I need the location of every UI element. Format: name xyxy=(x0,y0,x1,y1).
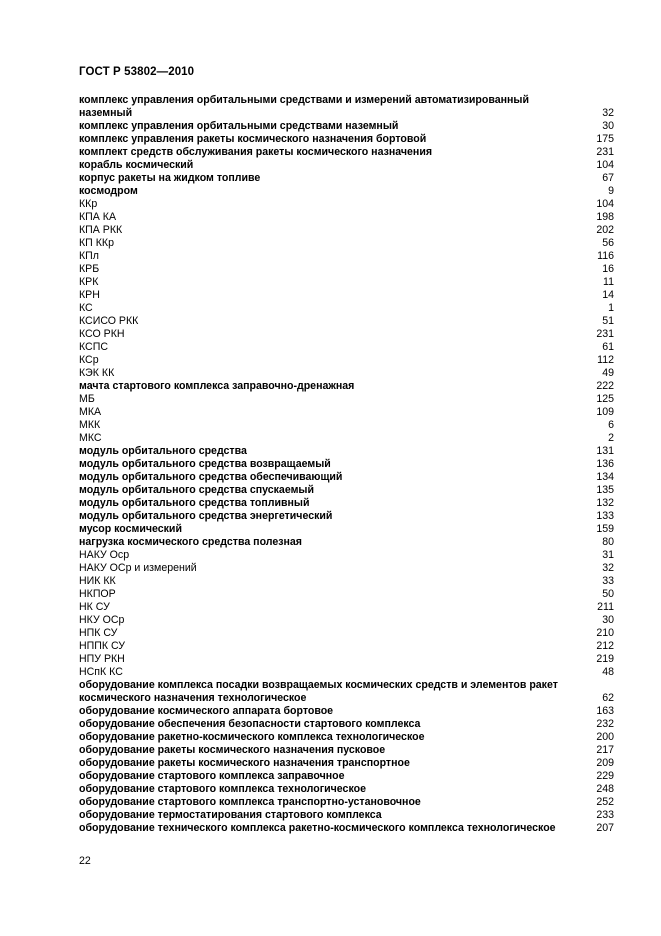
index-term: оборудование ракетно-космического комплекса технологическое xyxy=(79,731,425,743)
index-term: оборудование ракеты космического назначения пусковое xyxy=(79,744,386,756)
index-entry xyxy=(79,185,614,198)
index-page-ref: 62 xyxy=(602,692,614,704)
index-entry xyxy=(79,380,614,393)
index-page-ref: 104 xyxy=(596,159,614,171)
index-term: космодром xyxy=(79,185,138,197)
index-entry xyxy=(79,133,614,146)
index-term: оборудование стартового комплекса технологическое xyxy=(79,783,366,795)
index-term: НППК СУ xyxy=(79,640,126,652)
index-entry xyxy=(79,679,614,705)
index-entry xyxy=(79,601,614,614)
index-page-ref: 229 xyxy=(596,770,614,782)
index-page-ref: 202 xyxy=(596,224,614,236)
index-page-ref: 131 xyxy=(596,445,614,457)
index-entry xyxy=(79,393,614,406)
index-entry xyxy=(79,770,614,783)
index-term: КПА РКК xyxy=(79,224,123,236)
index-term: МКК xyxy=(79,419,101,431)
index-term: КПА КА xyxy=(79,211,117,223)
index-entry xyxy=(79,588,614,601)
index-term: КРБ xyxy=(79,263,100,275)
index-page-ref: 48 xyxy=(602,666,614,678)
index-entry xyxy=(79,159,614,172)
index-entry xyxy=(79,419,614,432)
index-page-ref: 30 xyxy=(602,120,614,132)
index-term: КС xyxy=(79,302,93,314)
index-entry xyxy=(79,640,614,653)
index-page-ref: 212 xyxy=(596,640,614,652)
index-term: НКУ ОСр xyxy=(79,614,125,626)
index-term: модуль орбитального средства спускаемый xyxy=(79,484,314,496)
index-entry xyxy=(79,224,614,237)
index-entry xyxy=(79,250,614,263)
index-entry xyxy=(79,653,614,666)
index-term: КПл xyxy=(79,250,99,262)
index-entry xyxy=(79,458,614,471)
index-page-ref: 112 xyxy=(597,354,614,366)
index-entry xyxy=(79,237,614,250)
index-entry xyxy=(79,315,614,328)
index-term: НПК СУ xyxy=(79,627,118,639)
index-page-ref: 32 xyxy=(602,562,614,574)
index-term: НПУ РКН xyxy=(79,653,125,665)
index-entry xyxy=(79,341,614,354)
index-term: КП ККр xyxy=(79,237,114,249)
index-entry xyxy=(79,757,614,770)
index-entry xyxy=(79,731,614,744)
index-entry xyxy=(79,276,614,289)
index-term: КРН xyxy=(79,289,100,301)
index-page-ref: 132 xyxy=(596,497,614,509)
index-term: НК СУ xyxy=(79,601,110,613)
index-term: комплекс управления ракеты космического назначения бортовой xyxy=(79,133,427,145)
index-term: НКПОР xyxy=(79,588,116,600)
index-term: НАКУ ОСр и измерений xyxy=(79,562,197,574)
index-page-ref: 104 xyxy=(596,198,614,210)
document-header: ГОСТ Р 53802—2010 xyxy=(79,66,195,78)
index-entry xyxy=(79,562,614,575)
index-entry xyxy=(79,367,614,380)
index-term: КСПС xyxy=(79,341,108,353)
index-entry xyxy=(79,354,614,367)
index-term: корпус ракеты на жидком топливе xyxy=(79,172,261,184)
index-page-ref: 233 xyxy=(596,809,614,821)
index-page-ref: 67 xyxy=(602,172,614,184)
index-entry xyxy=(79,471,614,484)
index-page-ref: 222 xyxy=(596,380,614,392)
index-entry xyxy=(79,510,614,523)
index-entry xyxy=(79,120,614,133)
index-page-ref: 175 xyxy=(596,133,614,145)
index-term: оборудование космического аппарата бортовое xyxy=(79,705,334,717)
index-entry xyxy=(79,328,614,341)
index-page-ref: 56 xyxy=(602,237,614,249)
index-page-ref: 32 xyxy=(602,107,614,119)
index-term: мачта стартового комплекса заправочно-дренажная xyxy=(79,380,355,392)
index-page-ref: 116 xyxy=(597,250,614,262)
index-entry xyxy=(79,627,614,640)
index-page-ref: 163 xyxy=(596,705,614,717)
index-entry xyxy=(79,744,614,757)
index-page-ref: 133 xyxy=(596,510,614,522)
index-term: КСр xyxy=(79,354,99,366)
index-entry xyxy=(79,575,614,588)
index-term: КСИСО РКК xyxy=(79,315,139,327)
page-number: 22 xyxy=(79,855,91,867)
index-term: КРК xyxy=(79,276,99,288)
index-term: НСпК КС xyxy=(79,666,123,678)
index-page-ref: 232 xyxy=(596,718,614,730)
index-entry xyxy=(79,809,614,822)
index-term: оборудование технического комплекса ракетно-космического комплекса технологическое xyxy=(79,822,556,834)
index-entry xyxy=(79,302,614,315)
index-page-ref: 198 xyxy=(596,211,614,223)
index-page-ref: 61 xyxy=(602,341,614,353)
index-page-ref: 210 xyxy=(596,627,614,639)
index-entry xyxy=(79,263,614,276)
index-entry xyxy=(79,796,614,809)
index-entry xyxy=(79,705,614,718)
index-entry xyxy=(79,198,614,211)
index-term: комплект средств обслуживания ракеты космического назначения xyxy=(79,146,433,158)
index-term: модуль орбитального средства xyxy=(79,445,247,457)
index-term: оборудование стартового комплекса транспортно-установочное xyxy=(79,796,421,808)
index-page-ref: 200 xyxy=(596,731,614,743)
index-term: модуль орбитального средства энергетический xyxy=(79,510,333,522)
index-term: комплекс управления орбитальными средствами и измерений автоматизированный наземный xyxy=(79,94,529,119)
index-entry xyxy=(79,549,614,562)
index-page-ref: 207 xyxy=(596,822,614,834)
index-term: нагрузка космического средства полезная xyxy=(79,536,302,548)
index-entry xyxy=(79,146,614,159)
index-page-ref: 248 xyxy=(596,783,614,795)
index-entry xyxy=(79,523,614,536)
index-page-ref: 9 xyxy=(608,185,614,197)
index-page-ref: 11 xyxy=(603,276,614,288)
index-page-ref: 14 xyxy=(602,289,614,301)
index-term: МКС xyxy=(79,432,102,444)
index-entry xyxy=(79,783,614,796)
index-page-ref: 219 xyxy=(596,653,614,665)
index-entry xyxy=(79,666,614,679)
index-term: оборудование обеспечения безопасности стартового комплекса xyxy=(79,718,421,730)
index-entry xyxy=(79,406,614,419)
index-term: оборудование термостатирования стартового комплекса xyxy=(79,809,382,821)
index-page-ref: 136 xyxy=(596,458,614,470)
index-term: оборудование стартового комплекса заправочное xyxy=(79,770,345,782)
index-page-ref: 125 xyxy=(596,393,614,405)
index-term: ККр xyxy=(79,198,98,210)
index-entry xyxy=(79,614,614,627)
index-entry xyxy=(79,536,614,549)
index-entry xyxy=(79,211,614,224)
index-page-ref: 49 xyxy=(602,367,614,379)
index-page-ref: 209 xyxy=(596,757,614,769)
index-term: КЭК КК xyxy=(79,367,115,379)
index-page-ref: 2 xyxy=(608,432,614,444)
index-page-ref: 231 xyxy=(596,328,614,340)
index-page-ref: 50 xyxy=(602,588,614,600)
index-entry xyxy=(79,94,614,120)
index-entry xyxy=(79,822,614,835)
index-page-ref: 51 xyxy=(602,315,614,327)
index-page-ref: 252 xyxy=(596,796,614,808)
index-term: МБ xyxy=(79,393,95,405)
index-page-ref: 217 xyxy=(596,744,614,756)
index-entry xyxy=(79,172,614,185)
index-term: КСО РКН xyxy=(79,328,125,340)
index-term: модуль орбитального средства обеспечивающий xyxy=(79,471,343,483)
index-page-ref: 211 xyxy=(597,601,614,613)
index-entry xyxy=(79,718,614,731)
index-term: модуль орбитального средства возвращаемый xyxy=(79,458,331,470)
index-page-ref: 80 xyxy=(602,536,614,548)
index-page-ref: 134 xyxy=(596,471,614,483)
index-page-ref: 33 xyxy=(602,575,614,587)
index-page-ref: 31 xyxy=(602,549,614,561)
index-entry xyxy=(79,432,614,445)
index-term: НИК КК xyxy=(79,575,116,587)
index-entry xyxy=(79,289,614,302)
index-term: оборудование ракеты космического назначения транспортное xyxy=(79,757,410,769)
index-term: НАКУ Оср xyxy=(79,549,130,561)
index-page-ref: 109 xyxy=(596,406,614,418)
index-term: комплекс управления орбитальными средствами наземный xyxy=(79,120,399,132)
index-page-ref: 159 xyxy=(596,523,614,535)
index-page-ref: 231 xyxy=(596,146,614,158)
index-term: мусор космический xyxy=(79,523,182,535)
index-term: оборудование комплекса посадки возвращаемых космических средств и элементов ракет космического назначения технологическое xyxy=(79,679,558,704)
index-entry xyxy=(79,484,614,497)
index-term: МКА xyxy=(79,406,102,418)
index-page-ref: 6 xyxy=(608,419,614,431)
index-term: модуль орбитального средства топливный xyxy=(79,497,310,509)
index-page-ref: 30 xyxy=(602,614,614,626)
index-entry xyxy=(79,445,614,458)
index-entry xyxy=(79,497,614,510)
term-index xyxy=(79,94,614,835)
index-page-ref: 135 xyxy=(596,484,614,496)
index-page-ref: 16 xyxy=(602,263,614,275)
index-page-ref: 1 xyxy=(608,302,614,314)
index-term: корабль космический xyxy=(79,159,194,171)
